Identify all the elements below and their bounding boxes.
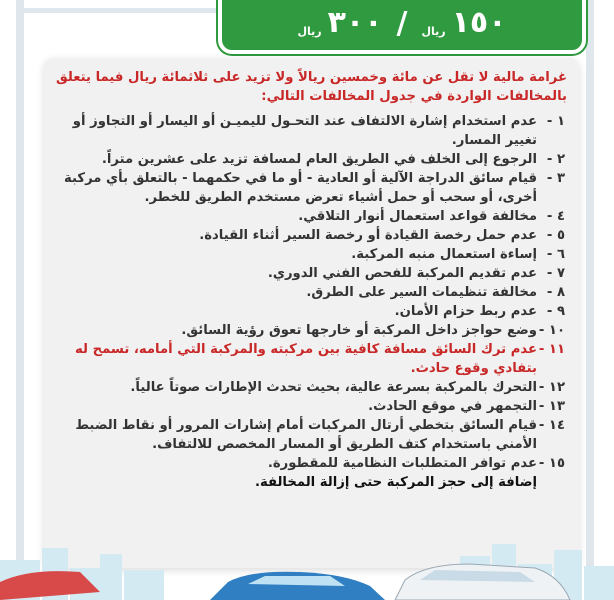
violations-content bbox=[47, 68, 567, 492]
violation-text: قيام السائق بتخطي أرتال المركبات أمام إشارات المرور أو نقاط الضبط الأمني باستخدام كتف الطريق أو المسار المخصص للالتفاف. bbox=[75, 418, 537, 452]
violation-item bbox=[47, 454, 567, 473]
violation-item bbox=[47, 207, 567, 226]
violation-text: مخالفة تنظيمات السير على الطرق. bbox=[306, 285, 537, 300]
violation-item bbox=[47, 397, 567, 416]
fine-max-unit: ريال bbox=[297, 25, 322, 38]
violation-number: ٤ - bbox=[546, 209, 565, 224]
violation-item bbox=[47, 283, 567, 302]
violation-item bbox=[47, 302, 567, 321]
fine-max-amount: ٣٠٠ bbox=[327, 5, 383, 40]
violation-text: وضع حواجز داخل المركبة أو خارجها تعوق رؤية السائق. bbox=[181, 323, 537, 338]
violation-text: التحرك بالمركبة بسرعة عالية، بحيث تحدث الإطارات صوتاً عالياً. bbox=[130, 380, 537, 395]
violation-number: ٣ - bbox=[546, 171, 565, 186]
violation-text: عدم ربط حزام الأمان. bbox=[394, 304, 537, 319]
violation-number: ٦ - bbox=[546, 247, 565, 262]
violation-item bbox=[47, 340, 567, 378]
violation-text: عدم ترك السائق مسافة كافية بين مركبته والمركبة التي أمامه، تسمح له بتفادي وقوع حادث. bbox=[75, 342, 537, 376]
violation-number: ١٠ - bbox=[538, 323, 565, 338]
violation-text: عدم حمل رخصة القيادة أو رخصة السير أثناء القيادة. bbox=[199, 228, 537, 243]
violation-number: ٥ - bbox=[546, 228, 565, 243]
violation-item bbox=[47, 416, 567, 454]
violation-item bbox=[47, 112, 567, 150]
violation-text: إساءة استعمال منبه المركبة. bbox=[351, 247, 537, 262]
violation-number: ١٣ - bbox=[538, 399, 565, 414]
violation-number: ٩ - bbox=[546, 304, 565, 319]
violation-item bbox=[47, 245, 567, 264]
fine-min-group bbox=[421, 5, 507, 40]
violation-text: عدم توافر المتطلبات النظامية للمقطورة. bbox=[267, 456, 537, 471]
violation-number: ١٥ - bbox=[538, 456, 565, 471]
violation-number: ١١ - bbox=[538, 342, 565, 357]
violation-text: عدم تقديم المركبة للفحص الفني الدوري. bbox=[267, 266, 537, 281]
violation-number: ١٤ - bbox=[538, 418, 565, 433]
city-cars-illustration bbox=[0, 520, 614, 600]
violation-number: ١٢ - bbox=[538, 380, 565, 395]
violations-list bbox=[47, 112, 567, 473]
violation-item bbox=[47, 264, 567, 283]
violation-item bbox=[47, 150, 567, 169]
violations-panel bbox=[44, 58, 579, 568]
violation-text: الرجوع إلى الخلف في الطريق العام لمسافة تزيد على عشرين متراً. bbox=[101, 152, 537, 167]
car-blue bbox=[210, 572, 385, 600]
violation-item bbox=[47, 321, 567, 340]
violation-number: ٧ - bbox=[546, 266, 565, 281]
sign-pole-left bbox=[16, 0, 24, 600]
violation-item bbox=[47, 226, 567, 245]
violation-number: ١ - bbox=[546, 114, 565, 129]
fine-min-unit: ريال bbox=[421, 25, 446, 38]
violation-text: التجمهر في موقع الحادث. bbox=[368, 399, 537, 414]
vehicle-impound-note: إضافة إلى حجز المركبة حتى إزالة المخالفة. bbox=[254, 475, 537, 490]
violation-number: ٢ - bbox=[546, 152, 565, 167]
sign-pole-right bbox=[586, 0, 594, 600]
violation-number: ٨ - bbox=[546, 285, 565, 300]
violation-item bbox=[47, 169, 567, 207]
fine-min-amount: ١٥٠ bbox=[451, 5, 507, 40]
violation-item bbox=[47, 378, 567, 397]
violation-text: عدم استخدام إشارة الالتفاف عند التحـول لليميـن أو اليسار أو التجاوز أو تغيير المسار. bbox=[72, 114, 537, 148]
violation-text: مخالفة قواعد استعمال أنوار التلاقي. bbox=[298, 209, 537, 224]
fine-max-group bbox=[297, 5, 383, 40]
violation-text: قيام سائق الدراجة الآلية أو العادية - أو ما في حكمهما - بالتعلق بأي مركبة أخرى، أو سحب أو حمل أشياء تعرض مستخدم الطريق للخطر. bbox=[64, 171, 537, 205]
fine-intro-text: غرامة مالية لا تقل عن مائة وخمسين ريالاً ولا تزيد على ثلاثمائة ريال فيما يتعلق بالمخالفات الواردة في جدول المخالفات التالي: bbox=[55, 70, 567, 104]
fine-amount-sign bbox=[218, 0, 586, 54]
sign-arm-left bbox=[16, 8, 221, 13]
fine-separator: / bbox=[396, 5, 408, 41]
